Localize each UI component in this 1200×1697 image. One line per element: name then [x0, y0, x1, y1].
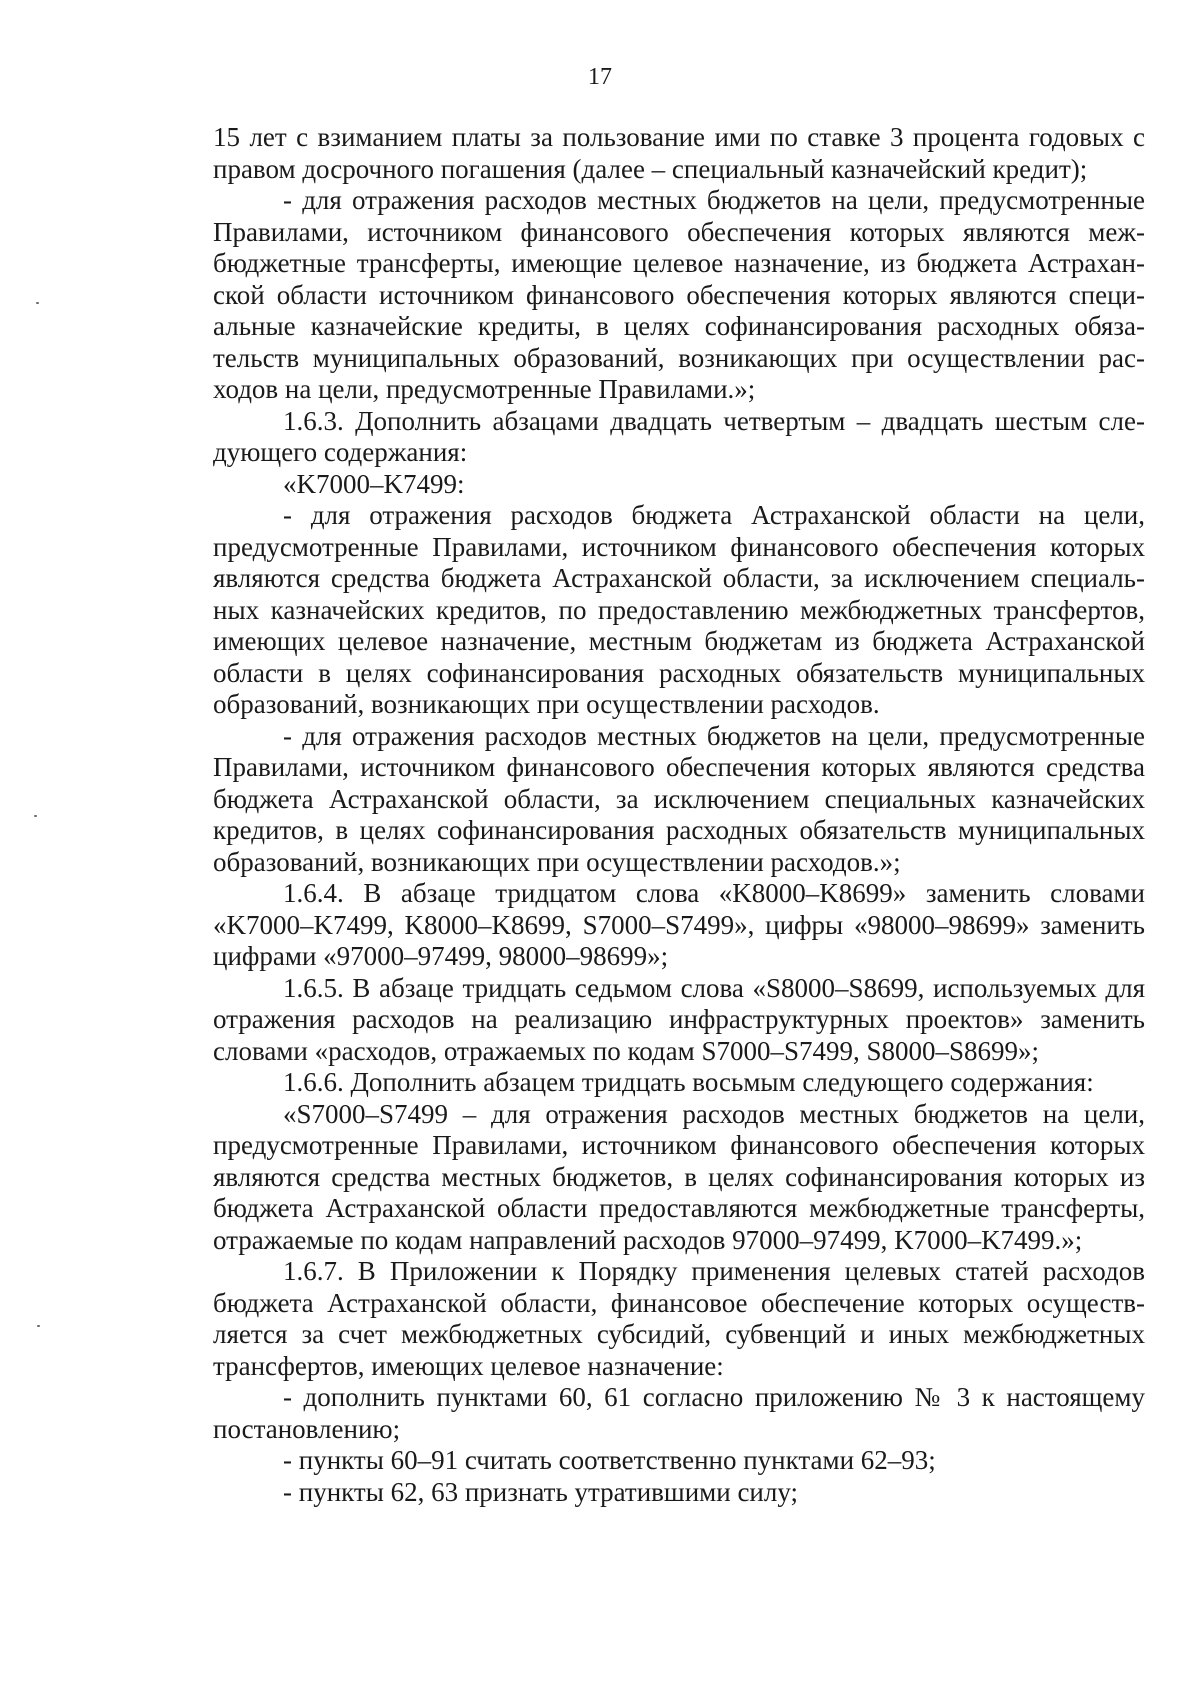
scan-speck [37, 1325, 40, 1327]
paragraph-1-6-3: 1.6.3. Дополнить абзацами двадцать четвертым – двадцать шестым следующего содержания: [213, 405, 1145, 467]
scan-speck [34, 815, 37, 817]
paragraph-code-k7000: «K7000–K7499: [283, 468, 465, 499]
page-number: 17 [588, 64, 612, 90]
paragraph-1-6-5: 1.6.5. В абзаце тридцать седьмом слова «S8000–S8699, используемых для отражения расходов на реализацию инфраструктурных проектов» заменить словами «расходов, отражаемых по кодам S7000–S7499, S8000–S8699»; [213, 972, 1145, 1066]
paragraph-regional-budget-expenses: - для отражения расходов бюджета Астраханской области на цели, предусмотренные Правилами, источником финансового обеспечения которых являются средства бюджета Астраханской области, за исключением специальных казначейских кредитов, по предоставлению межбюджетных трансфертов, имеющих целевое назначение, местным бюджетам из бюджета Астраханской области в целях софинансирования расходных обязательств муниципальных образований, возникающих при осуществлении расходов. [213, 500, 1145, 719]
document-body [213, 122, 1145, 1508]
paragraph-1-6-4: 1.6.4. В абзаце тридцатом слова «K8000–K8699» заменить словами «K7000–K7499, K8000–K8699, S7000–S7499», цифры «98000–98699» заменить цифрами «97000–97499, 98000–98699»; [213, 878, 1145, 971]
list-item-renumber-points: - пункты 60–91 считать соответственно пунктами 62–93; [283, 1445, 936, 1475]
paragraph-local-budget-expenses: - для отражения расходов местных бюджетов на цели, предусмотренные Правилами, источником финансового обеспечения которых являются средства бюджета Астраханской области, за исключением специальных казначейских кредитов, в целях софинансирования расходных обязательств муниципальных образований, возникающих при осуществлении расходов.»; [213, 720, 1145, 877]
list-item-add-points: - дополнить пунктами 60, 61 согласно приложению № 3 к настоящему постановлению; [213, 1382, 1145, 1444]
paragraph-1-6-7: 1.6.7. В Приложении к Порядку применения целевых статей расходов бюджета Астраханской области, финансовое обеспечение которых осуществляется за счет межбюджетных субсидий, субвенций и иных межбюджетных трансфертов, имеющих целевое назначение: [213, 1256, 1145, 1381]
paragraph-code-s7000: «S7000–S7499 – для отражения расходов местных бюджетов на цели, предусмотренные Правилами, источником финансового обеспечения которых являются средства местных бюджетов, в целях софинансирования которых из бюджета Астраханской области предоставляются межбюджетные трансферты, отражаемые по кодам направлений расходов 97000–97499, K7000–K7499.»; [213, 1098, 1145, 1255]
paragraph-local-budgets-special-credits: - для отражения расходов местных бюджетов на цели, предусмотренные Правилами, источником финансового обеспечения которых являются межбюджетные трансферты, имеющие целевое назначение, из бюджета Астраханской области источником финансового обеспечения которых являются специальные казначейские кредиты, в целях софинансирования расходных обязательств муниципальных образований, возникающих при осуществлении расходов на цели, предусмотренные Правилами.»; [213, 185, 1145, 404]
list-item-repeal-points: - пункты 62, 63 признать утратившими силу; [283, 1476, 798, 1507]
paragraph-1-6-6: 1.6.6. Дополнить абзацем тридцать восьмым следующего содержания: [283, 1067, 1094, 1097]
paragraph-continuation: 15 лет с взиманием платы за пользование ими по ставке 3 процента годовых с правом досрочного погашения (далее – специальный казначейский кредит); [213, 122, 1145, 184]
scan-speck [36, 302, 39, 304]
